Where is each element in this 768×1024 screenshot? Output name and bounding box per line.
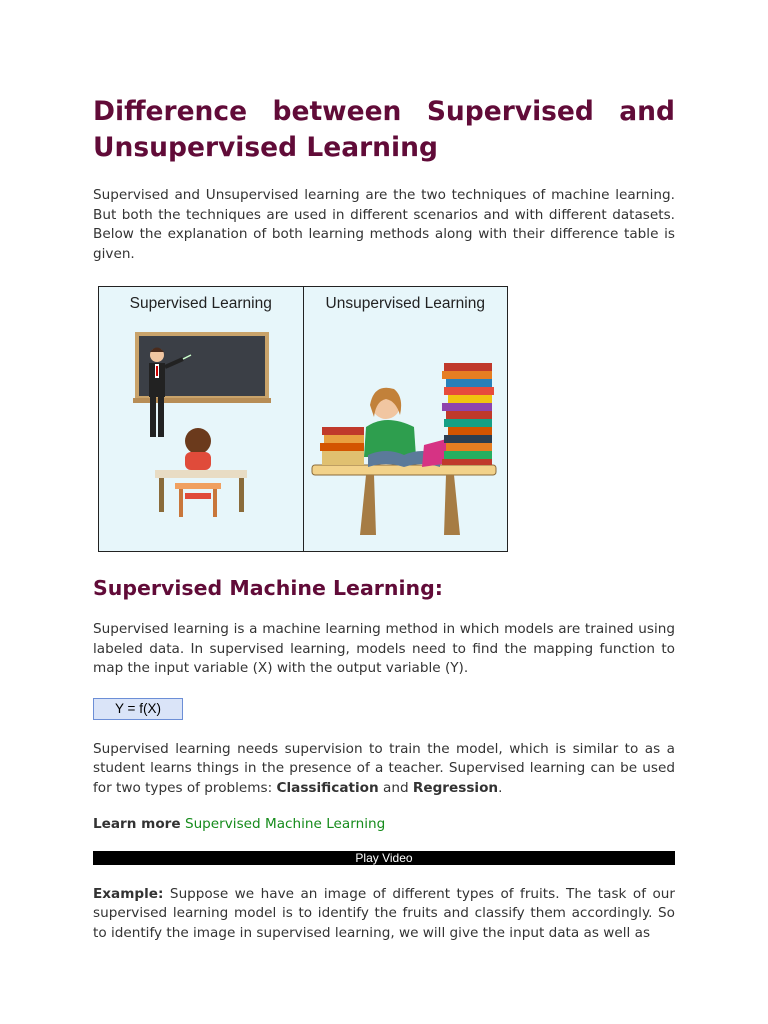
example-label: Example:: [93, 885, 164, 902]
example-text: Suppose we have an image of different types of fruits. The task of our supervised learning model is to identify the fruits and classify them accordingly. So to identify the image in supervised learning, we will give the input data as well as: [93, 885, 675, 941]
play-video-bar[interactable]: Play Video: [93, 851, 675, 865]
supervision-text: Supervised learning needs supervision to train the model, which is similar to as a student learns things in the presence of a teacher. Supervised learning can be used for two types of problems:: [93, 740, 675, 796]
joiner-text: and: [378, 779, 413, 796]
learn-more-label: Learn more: [93, 816, 181, 832]
article: [93, 94, 675, 943]
student-with-books-illustration: [304, 287, 508, 551]
example-paragraph: [93, 885, 675, 944]
regression-term: Regression: [412, 779, 499, 796]
supervised-learning-link[interactable]: Supervised Machine Learning: [184, 816, 386, 832]
supervision-paragraph: [93, 740, 675, 799]
unsupervised-panel-label: Unsupervised Learning: [325, 295, 485, 312]
learn-more: [93, 815, 675, 835]
page-title: Difference between Supervised and Unsupervised Learning: [93, 96, 675, 163]
section-title: Supervised Machine Learning:: [93, 576, 443, 600]
supervised-panel: [99, 287, 303, 551]
comparison-illustration: [98, 286, 508, 552]
teacher-student-illustration: [99, 287, 303, 551]
supervised-panel-label: Supervised Learning: [129, 295, 272, 312]
intro-paragraph: Supervised and Unsupervised learning are the two techniques of machine learning. But both the techniques are used in different scenarios and with different datasets. Below the explanation of both learning methods along with their difference table is given.: [93, 187, 675, 262]
classification-term: Classification: [276, 779, 379, 796]
definition-paragraph: Supervised learning is a machine learning method in which models are trained using labeled data. In supervised learning, models need to find the mapping function to map the input variable (X) with the output variable (Y).: [93, 621, 675, 676]
formula-box: Y = f(X): [93, 698, 183, 720]
period-text: .: [498, 779, 503, 796]
unsupervised-panel: [303, 287, 508, 551]
